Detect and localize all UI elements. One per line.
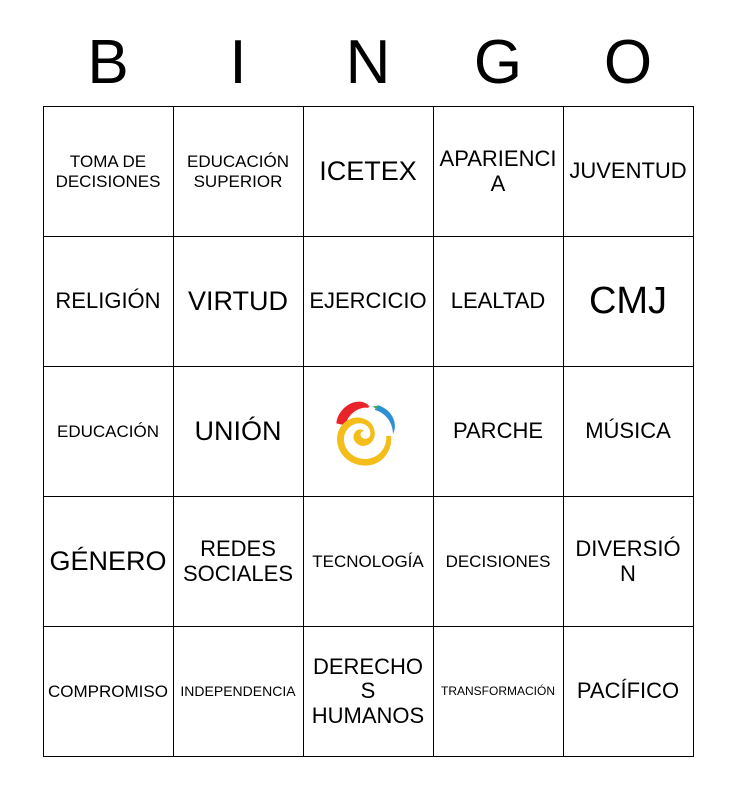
header-letter-o: O: [603, 28, 653, 97]
bingo-cell[interactable]: [43, 237, 173, 367]
bingo-cell[interactable]: [563, 237, 693, 367]
bingo-cell[interactable]: [173, 237, 303, 367]
bingo-cell[interactable]: [563, 367, 693, 497]
header-letter-i: I: [229, 28, 247, 97]
bingo-cell[interactable]: [563, 497, 693, 627]
bingo-row: [43, 237, 693, 367]
bingo-cell-label: DIVERSIÓN: [575, 535, 681, 586]
bingo-cell[interactable]: [173, 107, 303, 237]
bingo-cell-label: TRANSFORMACIÓN: [441, 683, 555, 698]
bingo-cell[interactable]: [303, 627, 433, 757]
bingo-cell[interactable]: [563, 107, 693, 237]
bingo-cell[interactable]: [563, 627, 693, 757]
bingo-cell-label: ICETEX: [319, 156, 417, 187]
bingo-cell-label: GÉNERO: [49, 546, 167, 577]
bingo-cell-label: LEALTAD: [450, 288, 546, 314]
bingo-cell[interactable]: [303, 497, 433, 627]
bingo-cell-label: UNIÓN: [194, 416, 282, 447]
bingo-cell[interactable]: [433, 237, 563, 367]
bingo-cell[interactable]: [173, 627, 303, 757]
bingo-cell-label: REDES SOCIALES: [182, 535, 294, 586]
bingo-grid: [43, 106, 694, 757]
header-letter-g: G: [473, 28, 523, 97]
bingo-cell-label: PARCHE: [452, 418, 544, 444]
bingo-cell[interactable]: [433, 497, 563, 627]
bingo-cell[interactable]: [43, 367, 173, 497]
bingo-cell-label: DERECHOS HUMANOS: [311, 653, 425, 728]
bingo-cell-label: EDUCACIÓN: [56, 421, 159, 441]
bingo-cell-label: APARIENCIA: [439, 145, 557, 196]
bingo-cell[interactable]: [433, 367, 563, 497]
bingo-cell-label: COMPROMISO: [48, 681, 168, 701]
bingo-row: [43, 497, 693, 627]
bingo-cell[interactable]: [173, 497, 303, 627]
bingo-row: [43, 367, 693, 497]
bingo-cell-label: INDEPENDENCIA: [180, 682, 296, 699]
bingo-cell-label: TECNOLOGÍA: [312, 551, 424, 571]
bingo-cell-label: TOMA DE DECISIONES: [55, 152, 161, 191]
bingo-cell-label: VIRTUD: [187, 286, 288, 317]
bingo-cell-label: EDUCACIÓN SUPERIOR: [186, 152, 289, 191]
bingo-cell-label: JUVENTUD: [569, 158, 687, 184]
bingo-cell-label: MÚSICA: [585, 418, 671, 444]
bingo-row: [43, 107, 693, 237]
bingo-cell[interactable]: [43, 107, 173, 237]
bingo-cell[interactable]: [433, 627, 563, 757]
bingo-cell-label: CMJ: [588, 280, 668, 323]
header-letter-n: N: [345, 28, 391, 97]
bingo-cell-label: PACÍFICO: [576, 678, 680, 704]
bingo-header: [43, 0, 693, 98]
bingo-cell-label: EJERCICIO: [309, 288, 427, 314]
bingo-cell[interactable]: [303, 237, 433, 367]
bingo-cell-free-logo[interactable]: [303, 367, 433, 497]
bingo-cell-label: RELIGIÓN: [55, 288, 161, 314]
bingo-cell[interactable]: [433, 107, 563, 237]
bingo-cell[interactable]: [303, 107, 433, 237]
header-letter-b: B: [87, 28, 129, 97]
bingo-cell[interactable]: [43, 627, 173, 757]
bingo-cell[interactable]: [173, 367, 303, 497]
bingo-cell[interactable]: [43, 497, 173, 627]
bingo-cell-label: DECISIONES: [445, 551, 551, 571]
cmj-swirl-icon: [320, 384, 416, 480]
bingo-row: [43, 627, 693, 757]
